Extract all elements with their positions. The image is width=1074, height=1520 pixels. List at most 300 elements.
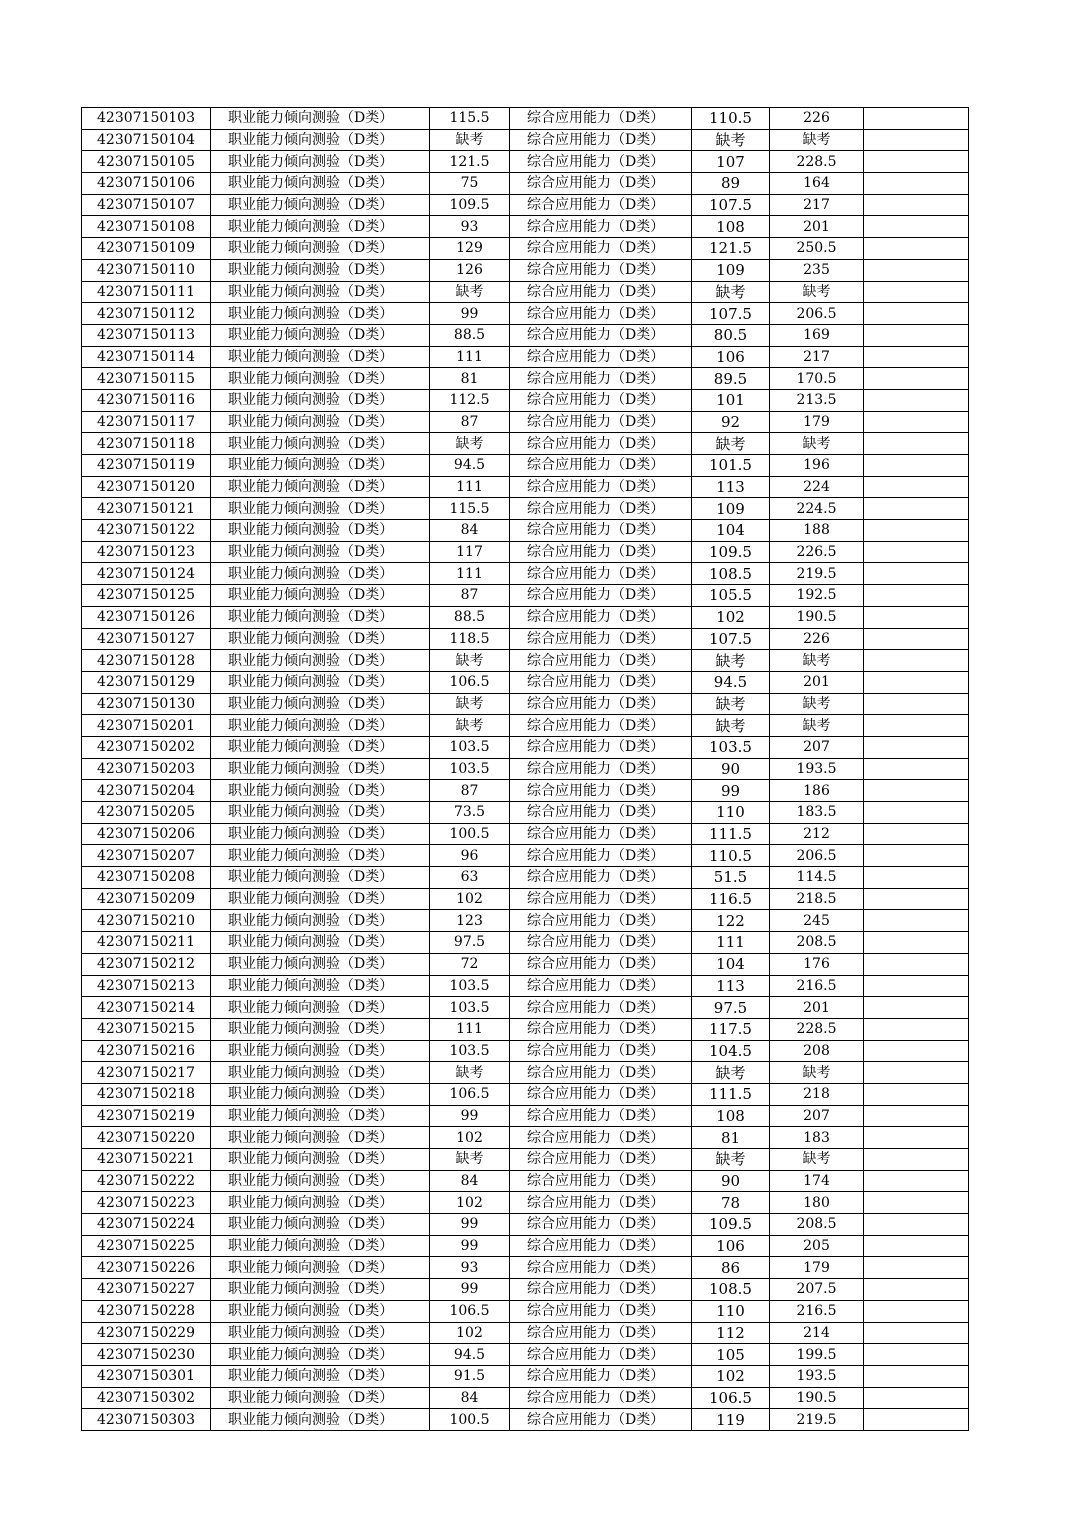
subject1-score-cell: 112.5 (430, 389, 510, 411)
remarks-cell (864, 303, 969, 325)
subject1-score-cell: 111 (430, 476, 510, 498)
remarks-cell (864, 455, 969, 477)
subject1-score-cell: 106.5 (430, 1300, 510, 1322)
subject2-name-cell: 综合应用能力（D类） (510, 433, 692, 455)
table-row (82, 1214, 969, 1236)
table-row (82, 129, 969, 151)
subject2-score-cell: 99 (692, 780, 770, 802)
total-score-cell: 219.5 (770, 1409, 864, 1431)
subject1-name-cell: 职业能力倾向测验（D类） (211, 259, 430, 281)
table-row (82, 606, 969, 628)
subject2-score-cell: 104 (692, 520, 770, 542)
table-row (82, 1062, 969, 1084)
candidate-id-cell: 42307150222 (82, 1170, 211, 1192)
total-score-cell: 201 (770, 216, 864, 238)
subject2-name-cell: 综合应用能力（D类） (510, 563, 692, 585)
subject2-score-cell: 89 (692, 173, 770, 195)
candidate-id-cell: 42307150225 (82, 1235, 211, 1257)
remarks-cell (864, 563, 969, 585)
subject2-score-cell: 78 (692, 1192, 770, 1214)
subject2-name-cell: 综合应用能力（D类） (510, 715, 692, 737)
table-row (82, 585, 969, 607)
subject2-score-cell: 109.5 (692, 541, 770, 563)
candidate-id-cell: 42307150122 (82, 520, 211, 542)
candidate-id-cell: 42307150229 (82, 1322, 211, 1344)
candidate-id-cell: 42307150226 (82, 1257, 211, 1279)
subject1-name-cell: 职业能力倾向测验（D类） (211, 476, 430, 498)
subject2-name-cell: 综合应用能力（D类） (510, 932, 692, 954)
subject2-name-cell: 综合应用能力（D类） (510, 259, 692, 281)
remarks-cell (864, 346, 969, 368)
remarks-cell (864, 1387, 969, 1409)
subject1-name-cell: 职业能力倾向测验（D类） (211, 823, 430, 845)
table-row (82, 1192, 969, 1214)
subject1-score-cell: 102 (430, 888, 510, 910)
subject2-score-cell: 119 (692, 1409, 770, 1431)
subject2-score-cell: 90 (692, 1170, 770, 1192)
total-score-cell: 213.5 (770, 389, 864, 411)
candidate-id-cell: 42307150207 (82, 845, 211, 867)
subject1-score-cell: 93 (430, 1257, 510, 1279)
subject1-name-cell: 职业能力倾向测验（D类） (211, 389, 430, 411)
subject1-name-cell: 职业能力倾向测验（D类） (211, 1149, 430, 1171)
table-row (82, 802, 969, 824)
total-score-cell: 缺考 (770, 129, 864, 151)
table-row (82, 1018, 969, 1040)
subject1-score-cell: 111 (430, 563, 510, 585)
candidate-id-cell: 42307150109 (82, 238, 211, 260)
subject1-name-cell: 职业能力倾向测验（D类） (211, 1322, 430, 1344)
table-row (82, 216, 969, 238)
table-row (82, 389, 969, 411)
table-row (82, 758, 969, 780)
subject2-score-cell: 101.5 (692, 455, 770, 477)
candidate-id-cell: 42307150209 (82, 888, 211, 910)
table-row (82, 1257, 969, 1279)
total-score-cell: 217 (770, 194, 864, 216)
table-row (82, 151, 969, 173)
remarks-cell (864, 238, 969, 260)
candidate-id-cell: 42307150214 (82, 997, 211, 1019)
table-row (82, 1279, 969, 1301)
subject1-score-cell: 102 (430, 1127, 510, 1149)
total-score-cell: 218 (770, 1083, 864, 1105)
subject2-name-cell: 综合应用能力（D类） (510, 324, 692, 346)
subject2-name-cell: 综合应用能力（D类） (510, 216, 692, 238)
candidate-id-cell: 42307150218 (82, 1083, 211, 1105)
subject1-score-cell: 缺考 (430, 129, 510, 151)
table-row (82, 1127, 969, 1149)
candidate-id-cell: 42307150114 (82, 346, 211, 368)
subject1-score-cell: 115.5 (430, 108, 510, 130)
candidate-id-cell: 42307150301 (82, 1365, 211, 1387)
subject1-name-cell: 职业能力倾向测验（D类） (211, 867, 430, 889)
subject1-name-cell: 职业能力倾向测验（D类） (211, 606, 430, 628)
subject2-score-cell: 108 (692, 1105, 770, 1127)
subject1-score-cell: 缺考 (430, 650, 510, 672)
subject2-name-cell: 综合应用能力（D类） (510, 389, 692, 411)
candidate-id-cell: 42307150127 (82, 628, 211, 650)
subject1-score-cell: 99 (430, 1214, 510, 1236)
subject1-score-cell: 103.5 (430, 975, 510, 997)
candidate-id-cell: 42307150221 (82, 1149, 211, 1171)
remarks-cell (864, 1235, 969, 1257)
remarks-cell (864, 498, 969, 520)
table-row (82, 845, 969, 867)
subject2-name-cell: 综合应用能力（D类） (510, 476, 692, 498)
subject1-score-cell: 缺考 (430, 433, 510, 455)
subject2-score-cell: 缺考 (692, 1149, 770, 1171)
remarks-cell (864, 932, 969, 954)
table-row (82, 238, 969, 260)
subject1-name-cell: 职业能力倾向测验（D类） (211, 802, 430, 824)
subject1-score-cell: 缺考 (430, 1062, 510, 1084)
remarks-cell (864, 259, 969, 281)
total-score-cell: 193.5 (770, 1365, 864, 1387)
subject1-name-cell: 职业能力倾向测验（D类） (211, 975, 430, 997)
table-row (82, 780, 969, 802)
total-score-cell: 192.5 (770, 585, 864, 607)
candidate-id-cell: 42307150128 (82, 650, 211, 672)
subject1-score-cell: 129 (430, 238, 510, 260)
subject2-score-cell: 102 (692, 1365, 770, 1387)
subject2-name-cell: 综合应用能力（D类） (510, 303, 692, 325)
subject2-score-cell: 108.5 (692, 563, 770, 585)
subject2-name-cell: 综合应用能力（D类） (510, 997, 692, 1019)
remarks-cell (864, 1040, 969, 1062)
subject1-name-cell: 职业能力倾向测验（D类） (211, 194, 430, 216)
subject1-score-cell: 106.5 (430, 671, 510, 693)
subject1-score-cell: 99 (430, 303, 510, 325)
total-score-cell: 179 (770, 411, 864, 433)
subject2-score-cell: 51.5 (692, 867, 770, 889)
table-row (82, 541, 969, 563)
candidate-id-cell: 42307150230 (82, 1344, 211, 1366)
subject1-score-cell: 103.5 (430, 997, 510, 1019)
table-row (82, 671, 969, 693)
remarks-cell (864, 997, 969, 1019)
total-score-cell: 缺考 (770, 1062, 864, 1084)
subject2-score-cell: 94.5 (692, 671, 770, 693)
total-score-cell: 201 (770, 997, 864, 1019)
subject2-score-cell: 107 (692, 151, 770, 173)
table-row (82, 563, 969, 585)
subject1-name-cell: 职业能力倾向测验（D类） (211, 1365, 430, 1387)
subject1-score-cell: 72 (430, 953, 510, 975)
total-score-cell: 208.5 (770, 932, 864, 954)
table-row (82, 953, 969, 975)
subject1-name-cell: 职业能力倾向测验（D类） (211, 1127, 430, 1149)
subject1-name-cell: 职业能力倾向测验（D类） (211, 758, 430, 780)
subject1-name-cell: 职业能力倾向测验（D类） (211, 1300, 430, 1322)
total-score-cell: 235 (770, 259, 864, 281)
candidate-id-cell: 42307150106 (82, 173, 211, 195)
subject1-name-cell: 职业能力倾向测验（D类） (211, 1083, 430, 1105)
table-row (82, 281, 969, 303)
candidate-id-cell: 42307150211 (82, 932, 211, 954)
subject2-name-cell: 综合应用能力（D类） (510, 1235, 692, 1257)
subject1-name-cell: 职业能力倾向测验（D类） (211, 324, 430, 346)
total-score-cell: 216.5 (770, 1300, 864, 1322)
table-row (82, 736, 969, 758)
subject1-score-cell: 106.5 (430, 1083, 510, 1105)
remarks-cell (864, 780, 969, 802)
candidate-id-cell: 42307150120 (82, 476, 211, 498)
subject2-name-cell: 综合应用能力（D类） (510, 671, 692, 693)
candidate-id-cell: 42307150121 (82, 498, 211, 520)
total-score-cell: 214 (770, 1322, 864, 1344)
subject2-score-cell: 111 (692, 932, 770, 954)
subject1-name-cell: 职业能力倾向测验（D类） (211, 1192, 430, 1214)
table-row (82, 1105, 969, 1127)
subject2-name-cell: 综合应用能力（D类） (510, 368, 692, 390)
total-score-cell: 224 (770, 476, 864, 498)
subject1-score-cell: 117 (430, 541, 510, 563)
subject1-score-cell: 75 (430, 173, 510, 195)
candidate-id-cell: 42307150223 (82, 1192, 211, 1214)
score-table (81, 107, 969, 1431)
subject1-score-cell: 111 (430, 346, 510, 368)
remarks-cell (864, 216, 969, 238)
subject2-score-cell: 110 (692, 802, 770, 824)
table-row (82, 411, 969, 433)
subject2-name-cell: 综合应用能力（D类） (510, 346, 692, 368)
subject2-score-cell: 92 (692, 411, 770, 433)
subject2-score-cell: 105.5 (692, 585, 770, 607)
candidate-id-cell: 42307150123 (82, 541, 211, 563)
subject2-name-cell: 综合应用能力（D类） (510, 823, 692, 845)
table-row (82, 1170, 969, 1192)
total-score-cell: 缺考 (770, 693, 864, 715)
total-score-cell: 228.5 (770, 151, 864, 173)
total-score-cell: 缺考 (770, 650, 864, 672)
total-score-cell: 缺考 (770, 433, 864, 455)
subject2-score-cell: 103.5 (692, 736, 770, 758)
remarks-cell (864, 1149, 969, 1171)
table-row (82, 108, 969, 130)
remarks-cell (864, 1344, 969, 1366)
subject2-name-cell: 综合应用能力（D类） (510, 541, 692, 563)
candidate-id-cell: 42307150216 (82, 1040, 211, 1062)
subject2-name-cell: 综合应用能力（D类） (510, 650, 692, 672)
subject2-score-cell: 108.5 (692, 1279, 770, 1301)
subject1-score-cell: 99 (430, 1235, 510, 1257)
total-score-cell: 186 (770, 780, 864, 802)
subject1-score-cell: 118.5 (430, 628, 510, 650)
total-score-cell: 196 (770, 455, 864, 477)
subject1-score-cell: 缺考 (430, 715, 510, 737)
remarks-cell (864, 1322, 969, 1344)
remarks-cell (864, 389, 969, 411)
table-row (82, 476, 969, 498)
candidate-id-cell: 42307150126 (82, 606, 211, 628)
subject2-score-cell: 109 (692, 259, 770, 281)
subject1-score-cell: 99 (430, 1105, 510, 1127)
subject2-name-cell: 综合应用能力（D类） (510, 1040, 692, 1062)
table-row (82, 628, 969, 650)
candidate-id-cell: 42307150111 (82, 281, 211, 303)
subject1-score-cell: 109.5 (430, 194, 510, 216)
total-score-cell: 170.5 (770, 368, 864, 390)
remarks-cell (864, 433, 969, 455)
subject2-name-cell: 综合应用能力（D类） (510, 194, 692, 216)
table-row (82, 433, 969, 455)
table-row (82, 455, 969, 477)
subject2-score-cell: 108 (692, 216, 770, 238)
candidate-id-cell: 42307150108 (82, 216, 211, 238)
subject1-name-cell: 职业能力倾向测验（D类） (211, 1235, 430, 1257)
subject2-score-cell: 缺考 (692, 129, 770, 151)
total-score-cell: 218.5 (770, 888, 864, 910)
remarks-cell (864, 1018, 969, 1040)
subject1-name-cell: 职业能力倾向测验（D类） (211, 368, 430, 390)
subject2-score-cell: 104.5 (692, 1040, 770, 1062)
subject2-score-cell: 缺考 (692, 715, 770, 737)
remarks-cell (864, 324, 969, 346)
remarks-cell (864, 758, 969, 780)
subject2-name-cell: 综合应用能力（D类） (510, 129, 692, 151)
remarks-cell (864, 867, 969, 889)
subject1-score-cell: 缺考 (430, 281, 510, 303)
remarks-cell (864, 736, 969, 758)
subject2-name-cell: 综合应用能力（D类） (510, 1322, 692, 1344)
subject2-score-cell: 116.5 (692, 888, 770, 910)
table-row (82, 520, 969, 542)
subject2-name-cell: 综合应用能力（D类） (510, 1387, 692, 1409)
table-row (82, 259, 969, 281)
subject1-name-cell: 职业能力倾向测验（D类） (211, 1387, 430, 1409)
subject1-name-cell: 职业能力倾向测验（D类） (211, 520, 430, 542)
total-score-cell: 缺考 (770, 715, 864, 737)
subject2-name-cell: 综合应用能力（D类） (510, 108, 692, 130)
subject2-name-cell: 综合应用能力（D类） (510, 910, 692, 932)
remarks-cell (864, 606, 969, 628)
remarks-cell (864, 1279, 969, 1301)
subject2-name-cell: 综合应用能力（D类） (510, 888, 692, 910)
table-row (82, 650, 969, 672)
candidate-id-cell: 42307150104 (82, 129, 211, 151)
candidate-id-cell: 42307150215 (82, 1018, 211, 1040)
total-score-cell: 212 (770, 823, 864, 845)
subject2-score-cell: 104 (692, 953, 770, 975)
candidate-id-cell: 42307150217 (82, 1062, 211, 1084)
subject2-name-cell: 综合应用能力（D类） (510, 1083, 692, 1105)
subject2-score-cell: 111.5 (692, 823, 770, 845)
subject2-score-cell: 117.5 (692, 1018, 770, 1040)
subject2-score-cell: 106.5 (692, 1387, 770, 1409)
table-row (82, 715, 969, 737)
subject1-score-cell: 84 (430, 520, 510, 542)
remarks-cell (864, 129, 969, 151)
subject1-score-cell: 100.5 (430, 1409, 510, 1431)
candidate-id-cell: 42307150206 (82, 823, 211, 845)
candidate-id-cell: 42307150228 (82, 1300, 211, 1322)
total-score-cell: 199.5 (770, 1344, 864, 1366)
subject2-name-cell: 综合应用能力（D类） (510, 1018, 692, 1040)
remarks-cell (864, 1062, 969, 1084)
total-score-cell: 216.5 (770, 975, 864, 997)
subject2-name-cell: 综合应用能力（D类） (510, 1344, 692, 1366)
subject2-score-cell: 109.5 (692, 1214, 770, 1236)
subject1-score-cell: 缺考 (430, 693, 510, 715)
subject2-score-cell: 86 (692, 1257, 770, 1279)
remarks-cell (864, 910, 969, 932)
table-row (82, 1344, 969, 1366)
subject1-name-cell: 职业能力倾向测验（D类） (211, 1409, 430, 1431)
subject2-score-cell: 101 (692, 389, 770, 411)
remarks-cell (864, 476, 969, 498)
subject1-name-cell: 职业能力倾向测验（D类） (211, 498, 430, 520)
subject1-name-cell: 职业能力倾向测验（D类） (211, 693, 430, 715)
candidate-id-cell: 42307150116 (82, 389, 211, 411)
remarks-cell (864, 1409, 969, 1431)
subject2-name-cell: 综合应用能力（D类） (510, 606, 692, 628)
total-score-cell: 114.5 (770, 867, 864, 889)
remarks-cell (864, 888, 969, 910)
subject2-score-cell: 90 (692, 758, 770, 780)
candidate-id-cell: 42307150204 (82, 780, 211, 802)
subject2-score-cell: 105 (692, 1344, 770, 1366)
remarks-cell (864, 1300, 969, 1322)
subject1-score-cell: 缺考 (430, 1149, 510, 1171)
subject1-name-cell: 职业能力倾向测验（D类） (211, 238, 430, 260)
total-score-cell: 226 (770, 628, 864, 650)
subject1-score-cell: 126 (430, 259, 510, 281)
subject1-name-cell: 职业能力倾向测验（D类） (211, 216, 430, 238)
remarks-cell (864, 151, 969, 173)
subject2-name-cell: 综合应用能力（D类） (510, 1170, 692, 1192)
total-score-cell: 224.5 (770, 498, 864, 520)
total-score-cell: 208.5 (770, 1214, 864, 1236)
table-row (82, 1235, 969, 1257)
total-score-cell: 208 (770, 1040, 864, 1062)
subject2-score-cell: 106 (692, 346, 770, 368)
subject1-score-cell: 93 (430, 216, 510, 238)
candidate-id-cell: 42307150105 (82, 151, 211, 173)
subject1-name-cell: 职业能力倾向测验（D类） (211, 173, 430, 195)
total-score-cell: 176 (770, 953, 864, 975)
candidate-id-cell: 42307150125 (82, 585, 211, 607)
candidate-id-cell: 42307150203 (82, 758, 211, 780)
table-row (82, 1387, 969, 1409)
subject1-name-cell: 职业能力倾向测验（D类） (211, 845, 430, 867)
subject2-score-cell: 107.5 (692, 194, 770, 216)
subject1-name-cell: 职业能力倾向测验（D类） (211, 1170, 430, 1192)
subject2-name-cell: 综合应用能力（D类） (510, 1409, 692, 1431)
remarks-cell (864, 1127, 969, 1149)
candidate-id-cell: 42307150227 (82, 1279, 211, 1301)
candidate-id-cell: 42307150118 (82, 433, 211, 455)
subject1-score-cell: 115.5 (430, 498, 510, 520)
candidate-id-cell: 42307150302 (82, 1387, 211, 1409)
subject1-score-cell: 111 (430, 1018, 510, 1040)
subject1-score-cell: 94.5 (430, 1344, 510, 1366)
remarks-cell (864, 1105, 969, 1127)
subject2-name-cell: 综合应用能力（D类） (510, 238, 692, 260)
subject1-name-cell: 职业能力倾向测验（D类） (211, 650, 430, 672)
remarks-cell (864, 541, 969, 563)
candidate-id-cell: 42307150107 (82, 194, 211, 216)
table-row (82, 1322, 969, 1344)
subject2-name-cell: 综合应用能力（D类） (510, 802, 692, 824)
subject1-score-cell: 91.5 (430, 1365, 510, 1387)
total-score-cell: 205 (770, 1235, 864, 1257)
subject2-score-cell: 122 (692, 910, 770, 932)
total-score-cell: 179 (770, 1257, 864, 1279)
subject2-score-cell: 111.5 (692, 1083, 770, 1105)
remarks-cell (864, 975, 969, 997)
subject2-name-cell: 综合应用能力（D类） (510, 1127, 692, 1149)
